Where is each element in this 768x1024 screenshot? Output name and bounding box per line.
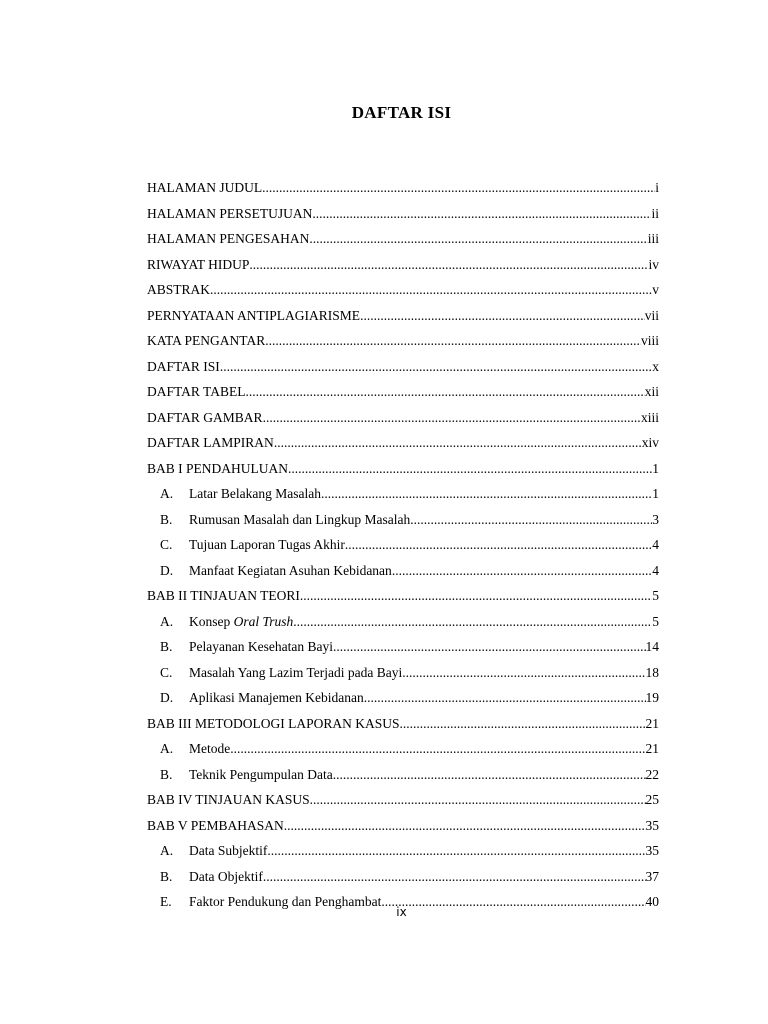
toc-entry-label — [189, 685, 364, 711]
toc-dot-leader — [288, 456, 652, 482]
toc-entry-marker: E. — [160, 894, 172, 909]
toc-entry-page: 5 — [652, 588, 659, 603]
toc-entry-label — [189, 481, 321, 507]
table-of-contents — [147, 175, 659, 915]
toc-dot-leader — [300, 583, 652, 609]
toc-dot-leader — [210, 277, 652, 303]
toc-entry-page: 35 — [645, 817, 659, 833]
toc-entry-label — [147, 354, 220, 380]
toc-entry-page: 25 — [645, 792, 659, 807]
toc-entry-label-text: RIWAYAT HIDUP — [147, 256, 250, 272]
toc-entry-label — [147, 303, 360, 329]
toc-entry-label-text: Latar Belakang Masalah — [189, 486, 321, 501]
toc-entry — [147, 711, 659, 737]
toc-dot-leader — [262, 175, 655, 201]
toc-entry-label — [147, 583, 300, 609]
toc-entry-marker: A. — [160, 843, 174, 858]
toc-entry-marker: A. — [160, 741, 174, 756]
toc-entry-marker: A. — [160, 486, 174, 501]
toc-entry-label-text: BAB II TINJAUAN TEORI — [147, 588, 300, 603]
toc-entry-marker: C. — [160, 537, 173, 552]
toc-entry-label-text: Faktor Pendukung dan Penghambat — [189, 894, 382, 909]
toc-entry-page: iv — [648, 256, 659, 272]
toc-entry-label-text: Data Subjektif — [189, 843, 268, 858]
toc-entry-page: 18 — [645, 664, 659, 680]
toc-entry-label — [147, 252, 249, 278]
toc-entry-label-text: DAFTAR LAMPIRAN — [147, 435, 274, 450]
toc-dot-leader — [321, 481, 652, 507]
toc-entry-page: xii — [644, 384, 659, 399]
toc-entry-page: xiv — [641, 435, 659, 450]
toc-entry — [147, 252, 659, 278]
page-number: ix — [396, 905, 407, 919]
toc-entry-page: ii — [651, 205, 659, 221]
toc-entry-label-text: HALAMAN PENGESAHAN — [147, 231, 310, 246]
toc-entry-page: x — [652, 358, 659, 374]
toc-entry — [147, 583, 659, 609]
toc-entry — [147, 813, 659, 839]
toc-entry-label-text: Konsep — [189, 613, 234, 629]
toc-subentry — [147, 762, 659, 788]
toc-entry-label-text: HALAMAN PERSETUJUAN — [147, 205, 313, 221]
toc-entry — [147, 354, 659, 380]
toc-entry-marker: B. — [160, 868, 173, 884]
toc-dot-leader — [267, 838, 645, 864]
toc-dot-leader — [364, 685, 646, 711]
toc-entry — [147, 328, 659, 354]
toc-entry — [147, 379, 659, 405]
toc-subentry — [147, 660, 659, 686]
toc-entry-label — [189, 838, 267, 864]
toc-entry-label-text: Rumusan Masalah dan Lingkup Masalah — [189, 511, 411, 527]
toc-entry-label — [147, 456, 288, 482]
toc-dot-leader — [249, 252, 648, 278]
toc-subentry — [147, 507, 659, 533]
toc-dot-leader — [310, 787, 646, 813]
toc-dot-leader — [392, 558, 652, 584]
toc-entry — [147, 226, 659, 252]
toc-entry-marker: D. — [160, 562, 174, 578]
toc-subentry — [147, 864, 659, 890]
toc-dot-leader — [284, 813, 646, 839]
toc-dot-leader — [402, 660, 645, 686]
toc-dot-leader — [265, 328, 641, 354]
toc-subentry — [147, 558, 659, 584]
toc-entry-page: iii — [647, 231, 659, 246]
toc-entry — [147, 456, 659, 482]
toc-entry-marker: B. — [160, 766, 173, 782]
toc-subentry — [147, 685, 659, 711]
toc-dot-leader — [400, 711, 646, 737]
toc-entry-label — [189, 532, 345, 558]
toc-entry-marker: B. — [160, 511, 173, 527]
toc-entry-label-text: Aplikasi Manajemen Kebidanan — [189, 690, 364, 705]
toc-dot-leader — [263, 405, 641, 431]
toc-entry-label-italic: Oral Trush — [233, 613, 294, 629]
toc-entry-page: 40 — [645, 894, 659, 909]
toc-entry-page: 37 — [645, 868, 659, 884]
toc-entry-marker: A. — [160, 613, 174, 629]
toc-dot-leader — [410, 507, 652, 533]
toc-entry-label-text: DAFTAR ISI — [147, 358, 220, 374]
toc-dot-leader — [312, 201, 651, 227]
toc-entry-label — [147, 405, 263, 431]
toc-entry-page: 4 — [652, 537, 659, 552]
toc-entry — [147, 277, 659, 303]
toc-entry-page: 21 — [645, 741, 659, 756]
toc-entry-label — [147, 430, 274, 456]
page-title: DAFTAR ISI — [351, 103, 452, 122]
toc-entry — [147, 175, 659, 201]
toc-dot-leader — [230, 736, 645, 762]
toc-entry-label-text: BAB V PEMBAHASAN — [147, 817, 284, 833]
toc-entry — [147, 303, 659, 329]
toc-entry-page: 4 — [652, 562, 659, 578]
toc-entry-page: 22 — [645, 766, 659, 782]
toc-dot-leader — [309, 226, 647, 252]
toc-dot-leader — [293, 609, 652, 635]
toc-subentry — [147, 838, 659, 864]
toc-entry-page: 14 — [645, 639, 659, 654]
toc-entry-marker: B. — [160, 639, 173, 654]
toc-entry-label-text: BAB III METODOLOGI LAPORAN KASUS — [147, 715, 400, 731]
toc-entry-label — [147, 787, 310, 813]
toc-subentry — [147, 736, 659, 762]
toc-entry-label — [147, 813, 284, 839]
toc-entry-label — [189, 660, 402, 686]
toc-entry-label-text: Teknik Pengumpulan Data — [189, 766, 333, 782]
toc-entry-page: 3 — [652, 511, 659, 527]
toc-entry-marker: D. — [160, 690, 174, 705]
toc-entry-label-text: BAB I PENDAHULUAN — [147, 460, 288, 476]
toc-subentry — [147, 609, 659, 635]
toc-dot-leader — [333, 634, 646, 660]
toc-entry — [147, 787, 659, 813]
toc-subentry — [147, 532, 659, 558]
toc-dot-leader — [360, 303, 645, 329]
toc-entry-label-text: Data Objektif — [189, 868, 263, 884]
toc-dot-leader — [220, 354, 652, 380]
toc-entry-label-text: DAFTAR GAMBAR — [147, 409, 263, 425]
toc-entry-label — [189, 762, 333, 788]
toc-entry-label — [189, 634, 333, 660]
toc-entry-page: viii — [640, 333, 659, 348]
toc-entry — [147, 430, 659, 456]
toc-entry-page: 35 — [645, 843, 659, 858]
toc-subentry — [147, 481, 659, 507]
toc-entry-label-text: BAB IV TINJAUAN KASUS — [147, 792, 310, 807]
toc-entry-label-text: Pelayanan Kesehatan Bayi — [189, 639, 333, 654]
toc-entry-label — [147, 175, 262, 201]
toc-entry-label — [147, 277, 210, 303]
toc-entry-label — [189, 558, 392, 584]
toc-subentry — [147, 634, 659, 660]
toc-dot-leader — [345, 532, 652, 558]
toc-entry-label — [189, 507, 410, 533]
toc-entry-page: 19 — [645, 690, 659, 705]
toc-entry-label-text: Manfaat Kegiatan Asuhan Kebidanan — [189, 562, 392, 578]
toc-dot-leader — [274, 430, 642, 456]
toc-entry-label — [147, 201, 312, 227]
toc-dot-leader — [245, 379, 644, 405]
toc-dot-leader — [263, 864, 646, 890]
toc-entry-page: xiii — [640, 409, 659, 425]
toc-entry — [147, 405, 659, 431]
toc-entry-label-text: PERNYATAAN ANTIPLAGIARISME — [147, 307, 361, 323]
toc-entry-label-text: DAFTAR TABEL — [147, 384, 246, 399]
toc-entry-label — [189, 864, 263, 890]
toc-entry-page: i — [655, 180, 659, 195]
toc-entry-label — [147, 711, 400, 737]
toc-entry-label-text: KATA PENGANTAR — [147, 333, 266, 348]
toc-entry-label-text: HALAMAN JUDUL — [147, 180, 263, 195]
toc-entry-page: v — [652, 282, 659, 297]
toc-entry-label — [189, 736, 230, 762]
toc-entry-label-text: Metode — [189, 741, 231, 756]
toc-dot-leader — [333, 762, 646, 788]
toc-entry-label — [147, 328, 265, 354]
toc-entry — [147, 201, 659, 227]
toc-entry-label-text: Masalah Yang Lazim Terjadi pada Bayi — [189, 664, 403, 680]
toc-entry-label-text: ABSTRAK — [147, 282, 211, 297]
toc-entry-label — [147, 226, 309, 252]
toc-entry-page: 21 — [645, 715, 659, 731]
toc-entry-label-text: Tujuan Laporan Tugas Akhir — [189, 537, 345, 552]
toc-entry-page: 5 — [652, 613, 659, 629]
toc-entry-page: 1 — [652, 460, 659, 476]
toc-entry-page: 1 — [652, 486, 659, 501]
toc-entry-label — [189, 609, 293, 635]
toc-entry-label — [147, 379, 245, 405]
toc-entry-page: vii — [644, 307, 659, 323]
toc-entry-marker: C. — [160, 664, 173, 680]
